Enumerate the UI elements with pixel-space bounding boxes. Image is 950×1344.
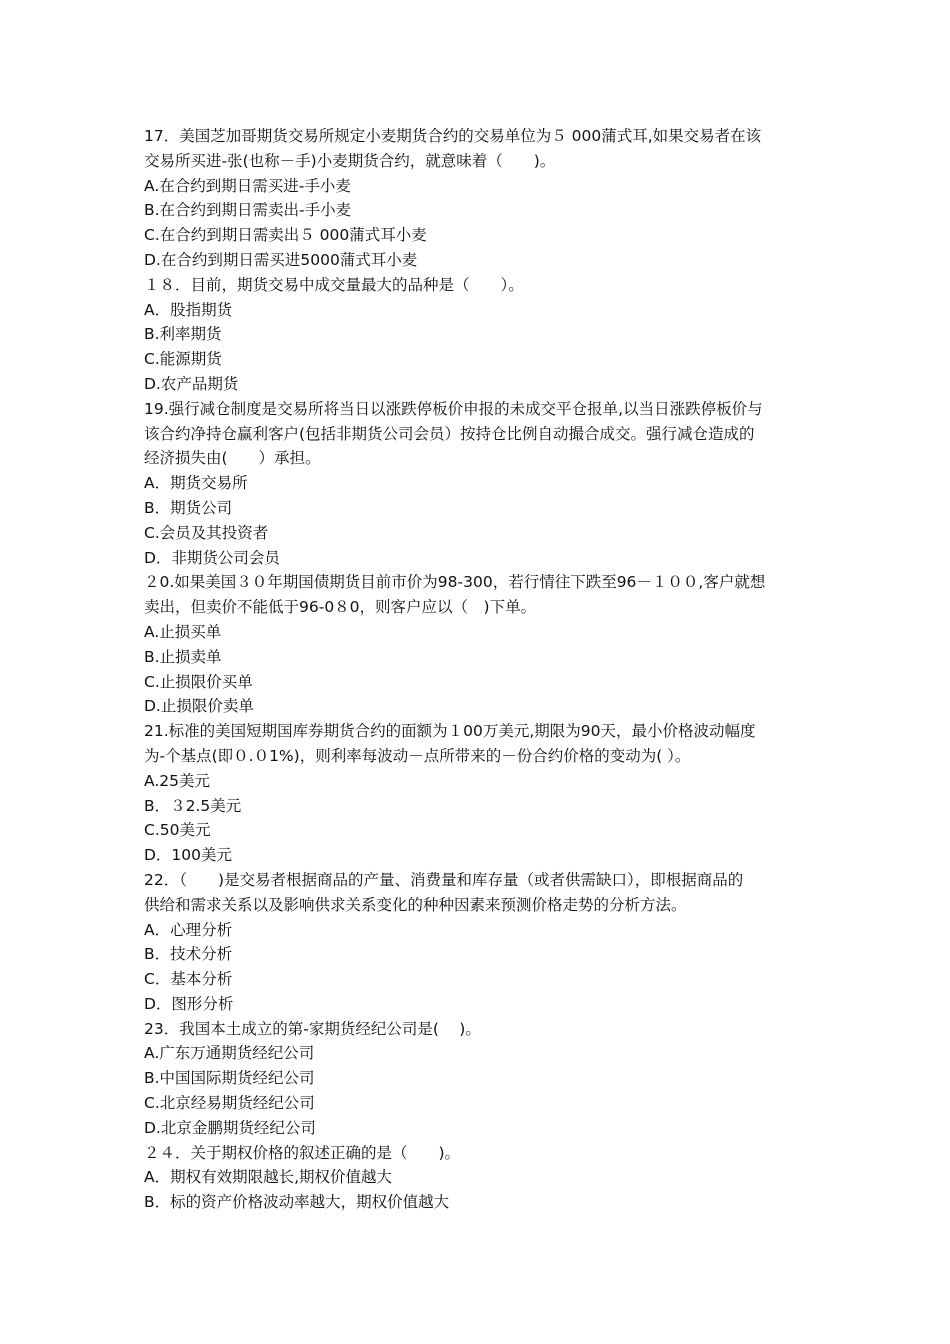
text-line: C.50美元 (144, 821, 211, 840)
text-line: 卖出，但卖价不能低于96-0８0，则客户应以（ )下单。 (144, 598, 537, 617)
text-line: 为-个基点(即０.０1%)，则利率每波动－点所带来的－份合约价格的变动为( ）。 (144, 746, 691, 765)
text-line: C.北京经易期货经纪公司 (144, 1094, 315, 1113)
text-line: C.会员及其投资者 (144, 523, 269, 542)
text-line: D．非期货公司会员 (144, 548, 280, 567)
text-line: 22．（ )是交易者根据商品的产量、消费量和库存量（或者供需缺口），即根据商品的 (144, 870, 744, 889)
text-line: B．技术分析 (144, 945, 233, 964)
text-line: B.止损卖单 (144, 647, 222, 666)
text-line: D．100美元 (144, 846, 233, 865)
text-line: B．３2.5美元 (144, 796, 242, 815)
text-line: A．心理分析 (144, 920, 233, 939)
text-line: 该合约净持仓赢利客户(包括非期货公司会员）按持仓比例自动撮合成交。强行减仓造成的 (144, 424, 755, 443)
text-line: B．标的资产价格波动率越大，期权价值越大 (144, 1193, 450, 1212)
text-line: 17．美国芝加哥期货交易所规定小麦期货合约的交易单位为５ 000蒲式耳,如果交易者在该 (144, 127, 762, 145)
text-line: D.北京金鹏期货经纪公司 (144, 1118, 316, 1137)
text-line: B.在合约到期日需卖出-手小麦 (144, 201, 352, 220)
text-line: A.25美元 (144, 771, 210, 790)
text-line: B.利率期货 (144, 325, 222, 344)
text-line: 经济损失由( ）承担。 (144, 449, 321, 468)
text-line: １８．目前，期货交易中成交量最大的品种是（ ）。 (144, 275, 524, 294)
text-line: D．图形分析 (144, 994, 234, 1013)
text-line: C.能源期货 (144, 350, 222, 369)
document-body (144, 124, 808, 1215)
text-line: D.在合约到期日需买进5000蒲式耳小麦 (144, 250, 418, 269)
text-line: 23．我国本土成立的第-家期货经纪公司是( )。 (144, 1019, 481, 1038)
text-line: 21.标准的美国短期国库券期货合约的面额为１00万美元,期限为90天，最小价格波动幅度 (144, 722, 756, 741)
text-line: A.在合约到期日需买进-手小麦 (144, 176, 351, 195)
text-line: D.止损限价卖单 (144, 697, 254, 716)
text-line: B．期货公司 (144, 498, 233, 517)
text-line: C．基本分析 (144, 970, 233, 989)
text-line: A．期权有效期限越长,期权价值越大 (144, 1168, 393, 1187)
text-line: 供给和需求关系以及影响供求关系变化的种种因素来预测价格走势的分析方法。 (144, 895, 687, 914)
text-line: A．股指期货 (144, 300, 233, 319)
text-line: D.农产品期货 (144, 374, 239, 393)
text-line: ２４．关于期权价格的叙述正确的是（ )。 (144, 1143, 461, 1162)
text-line: A．期货交易所 (144, 474, 248, 493)
text-line: 交易所买进-张(也称－手)小麦期货合约，就意味着（ )。 (144, 151, 556, 170)
text-line: 19.强行减仓制度是交易所将当日以涨跌停板价申报的未成交平仓报单,以当日涨跌停板价与 (144, 399, 763, 418)
text-line: A.广东万通期货经纪公司 (144, 1044, 315, 1063)
text-line: B.中国国际期货经纪公司 (144, 1069, 315, 1088)
text-line: A.止损买单 (144, 622, 222, 641)
text-line: ２0.如果美国３０年期国债期货目前市价为98-300，若行情往下跌至96－１００,客户就想 (144, 573, 766, 592)
text-line: C.止损限价买单 (144, 672, 253, 691)
text-line: C.在合约到期日需卖出５ 000蒲式耳小麦 (144, 226, 427, 245)
